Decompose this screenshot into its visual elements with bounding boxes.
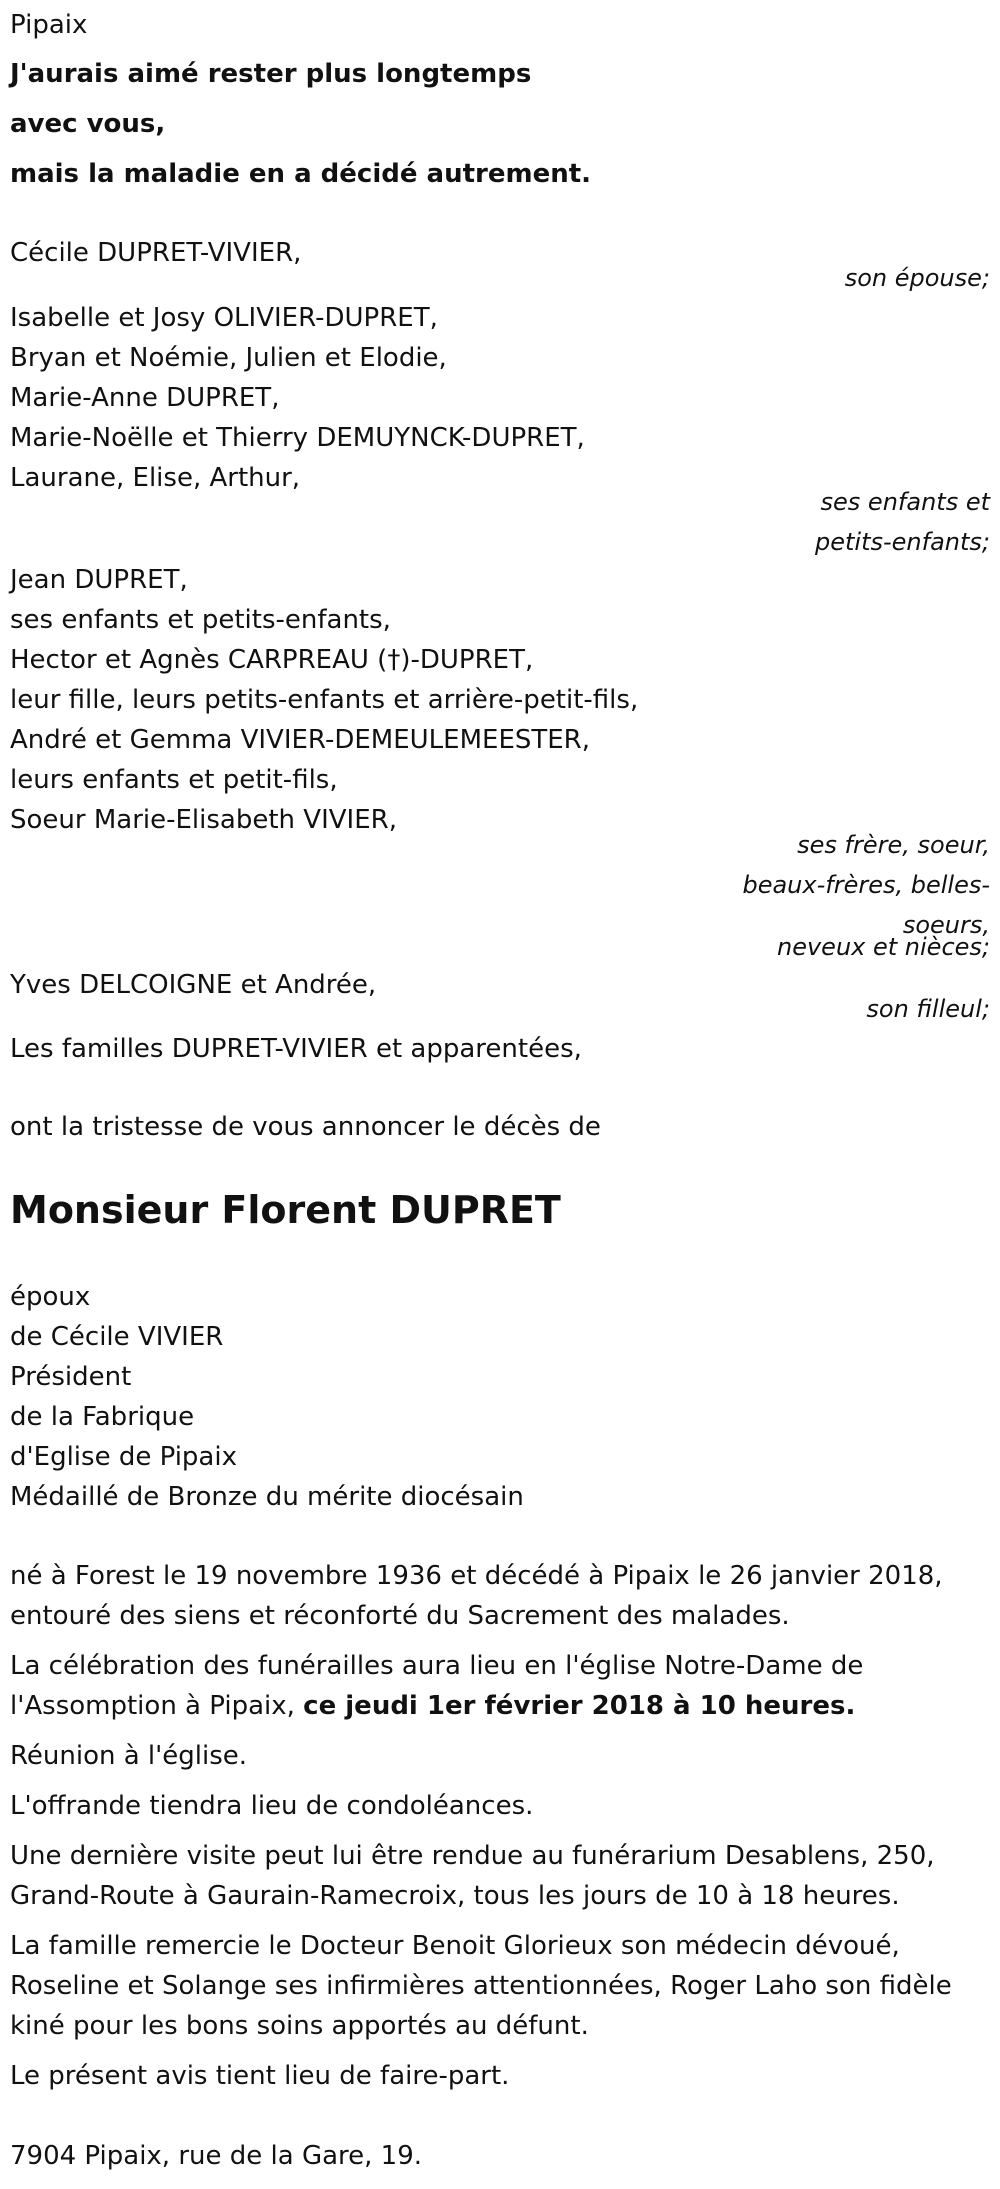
child-line-1: Isabelle et Josy OLIVIER-DUPRET, bbox=[10, 303, 438, 333]
quote-line-2: avec vous, bbox=[10, 109, 166, 139]
quote-line-1: J'aurais aimé rester plus longtemps bbox=[10, 59, 532, 89]
title-line-6: Médaillé de Bronze du mérite diocésain bbox=[10, 1482, 524, 1512]
birth-death-line-2: entouré des siens et réconforté du Sacrement des malades. bbox=[10, 1601, 790, 1631]
sibling-line-3: Hector et Agnès CARPREAU (†)-DUPRET, bbox=[10, 645, 534, 675]
sibling-line-6: leurs enfants et petit-fils, bbox=[10, 765, 338, 795]
sibling-line-2: ses enfants et petits-enfants, bbox=[10, 605, 391, 635]
funeral-line-1: La célébration des funérailles aura lieu en l'église Notre-Dame de bbox=[10, 1651, 864, 1681]
siblings-role-line-1: ses frère, soeur, bbox=[797, 831, 990, 859]
sibling-line-4: leur fille, leurs petits-enfants et arrière-petit-fils, bbox=[10, 685, 639, 715]
sibling-line-7: Soeur Marie-Elisabeth VIVIER, bbox=[10, 805, 397, 835]
siblings-role-line-4: neveux et nièces; bbox=[777, 933, 990, 961]
title-line-1: époux bbox=[10, 1282, 91, 1312]
godson-role: son filleul; bbox=[866, 995, 990, 1023]
title-line-4: de la Fabrique bbox=[10, 1402, 195, 1432]
funeral-place: l'Assomption à Pipaix, bbox=[10, 1691, 304, 1721]
godson-name: Yves DELCOIGNE et Andrée, bbox=[10, 970, 377, 1000]
siblings-role-line-2: beaux-frères, belles- bbox=[742, 871, 990, 899]
families-line: Les familles DUPRET-VIVIER et apparentées, bbox=[10, 1034, 582, 1064]
birth-death-line-1: né à Forest le 19 novembre 1936 et décédé à Pipaix le 26 janvier 2018, bbox=[10, 1561, 943, 1591]
title-line-3: Président bbox=[10, 1362, 132, 1392]
spouse-name: Cécile DUPRET-VIVIER, bbox=[10, 238, 302, 268]
offering-line: L'offrande tiendra lieu de condoléances. bbox=[10, 1791, 534, 1821]
funeral-line-2 bbox=[10, 1686, 855, 1726]
title-line-5: d'Eglise de Pipaix bbox=[10, 1442, 237, 1472]
sibling-line-1: Jean DUPRET, bbox=[10, 565, 188, 595]
child-line-4: Marie-Noëlle et Thierry DEMUYNCK-DUPRET, bbox=[10, 423, 585, 453]
child-line-5: Laurane, Elise, Arthur, bbox=[10, 463, 301, 493]
thanks-line-2: Roseline et Solange ses infirmières attentionnées, Roger Laho son fidèle bbox=[10, 1971, 952, 2001]
thanks-line-3: kiné pour les bons soins apportés au défunt. bbox=[10, 2011, 589, 2041]
place-name: Pipaix bbox=[10, 10, 88, 40]
sibling-line-5: André et Gemma VIVIER-DEMEULEMEESTER, bbox=[10, 725, 591, 755]
child-line-3: Marie-Anne DUPRET, bbox=[10, 383, 280, 413]
child-line-2: Bryan et Noémie, Julien et Elodie, bbox=[10, 343, 447, 373]
announcement-line: ont la tristesse de vous annoncer le décès de bbox=[10, 1112, 601, 1142]
deceased-name: Monsieur Florent DUPRET bbox=[10, 1188, 561, 1232]
address-line: 7904 Pipaix, rue de la Gare, 19. bbox=[10, 2141, 423, 2171]
funeral-date: ce jeudi 1er février 2018 à 10 heures. bbox=[303, 1691, 856, 1721]
notice-line: Le présent avis tient lieu de faire-part. bbox=[10, 2061, 510, 2091]
siblings-role-line-3: soeurs, bbox=[902, 911, 990, 939]
children-role-line-2: petits-enfants; bbox=[815, 528, 990, 556]
title-line-2: de Cécile VIVIER bbox=[10, 1322, 224, 1352]
thanks-line-1: La famille remercie le Docteur Benoit Glorieux son médecin dévoué, bbox=[10, 1931, 900, 1961]
children-role-line-1: ses enfants et bbox=[820, 488, 990, 516]
spouse-role: son épouse; bbox=[844, 264, 990, 292]
visit-line-2: Grand-Route à Gaurain-Ramecroix, tous les jours de 10 à 18 heures. bbox=[10, 1881, 900, 1911]
quote-line-3: mais la maladie en a décidé autrement. bbox=[10, 159, 592, 189]
reunion-line: Réunion à l'église. bbox=[10, 1741, 248, 1771]
visit-line-1: Une dernière visite peut lui être rendue au funérarium Desablens, 250, bbox=[10, 1841, 935, 1871]
